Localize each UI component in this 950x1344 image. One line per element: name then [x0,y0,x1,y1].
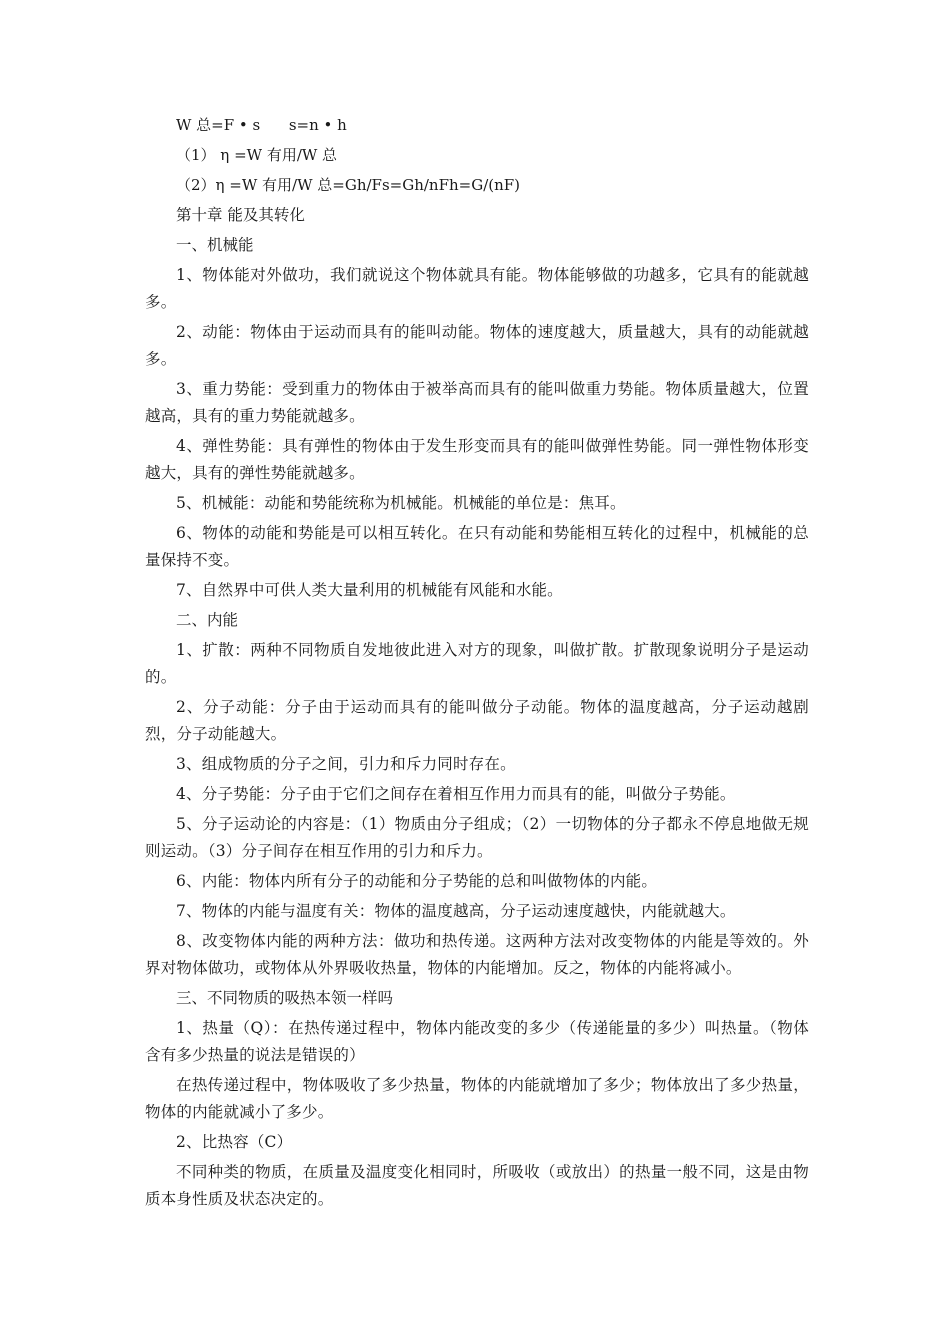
paragraph: 3、组成物质的分子之间，引力和斥力同时存在。 [176,755,516,773]
paragraph: 4、弹性势能：具有弹性的物体由于发生形变而具有的能叫做弹性势能。同一弹性物体形变越大，具有的弹性势能就越多。 [145,437,809,482]
paragraph: 2、动能：物体由于运动而具有的能叫动能。物体的速度越大，质量越大，具有的动能就越多。 [145,323,809,368]
paragraph: 6、物体的动能和势能是可以相互转化。在只有动能和势能相互转化的过程中，机械能的总量保持不变。 [145,524,809,569]
formula-efficiency-1: （1） η =W 有用/W 总 [176,146,338,164]
paragraph: 2、分子动能：分子由于运动而具有的能叫做分子动能。物体的温度越高，分子运动越剧烈，分子动能越大。 [145,698,809,743]
paragraph: 3、重力势能：受到重力的物体由于被举高而具有的能叫做重力势能。物体质量越大，位置越高，具有的重力势能就越多。 [145,380,809,425]
paragraph: 不同种类的物质，在质量及温度变化相同时，所吸收（或放出）的热量一般不同，这是由物质本身性质及状态决定的。 [145,1163,809,1208]
paragraph: 在热传递过程中，物体吸收了多少热量，物体的内能就增加了多少；物体放出了多少热量，物体的内能就减小了多少。 [145,1076,809,1121]
section-title-internal-energy: 二、内能 [176,611,239,629]
paragraph: 1、扩散：两种不同物质自发地彼此进入对方的现象，叫做扩散。扩散现象说明分子是运动的。 [145,641,809,686]
section-title-mechanical-energy: 一、机械能 [176,236,254,254]
paragraph: 5、机械能：动能和势能统称为机械能。机械能的单位是：焦耳。 [176,494,626,512]
paragraph: 5、分子运动论的内容是：（1）物质由分子组成；（2）一切物体的分子都永不停息地做无规则运动。（3）分子间存在相互作用的引力和斥力。 [145,815,809,860]
paragraph: 7、自然界中可供人类大量利用的机械能有风能和水能。 [176,581,563,599]
paragraph: 1、物体能对外做功，我们就说这个物体就具有能。物体能够做的功越多，它具有的能就越多。 [145,266,809,311]
paragraph: 2、比热容（C） [176,1133,293,1151]
chapter-title: 第十章 能及其转化 [176,206,305,224]
formula-work-total: W 总=F • s s=n • h [176,116,347,134]
paragraph: 7、物体的内能与温度有关：物体的温度越高，分子运动速度越快，内能就越大。 [176,902,736,920]
formula-efficiency-2: （2）η =W 有用/W 总=Gh/Fs=Gh/nFh=G/(nF) [176,176,521,194]
document-page [145,112,809,1216]
paragraph: 6、内能：物体内所有分子的动能和分子势能的总和叫做物体的内能。 [176,872,658,890]
paragraph: 8、改变物体内能的两种方法：做功和热传递。这两种方法对改变物体的内能是等效的。外界对物体做功，或物体从外界吸收热量，物体的内能增加。反之，物体的内能将减小。 [145,932,809,977]
paragraph: 4、分子势能：分子由于它们之间存在着相互作用力而具有的能，叫做分子势能。 [176,785,736,803]
section-title-heat-absorption: 三、不同物质的吸热本领一样吗 [176,989,394,1007]
paragraph: 1、热量（Q）：在热传递过程中，物体内能改变的多少（传递能量的多少）叫热量。（物体含有多少热量的说法是错误的） [145,1019,809,1064]
